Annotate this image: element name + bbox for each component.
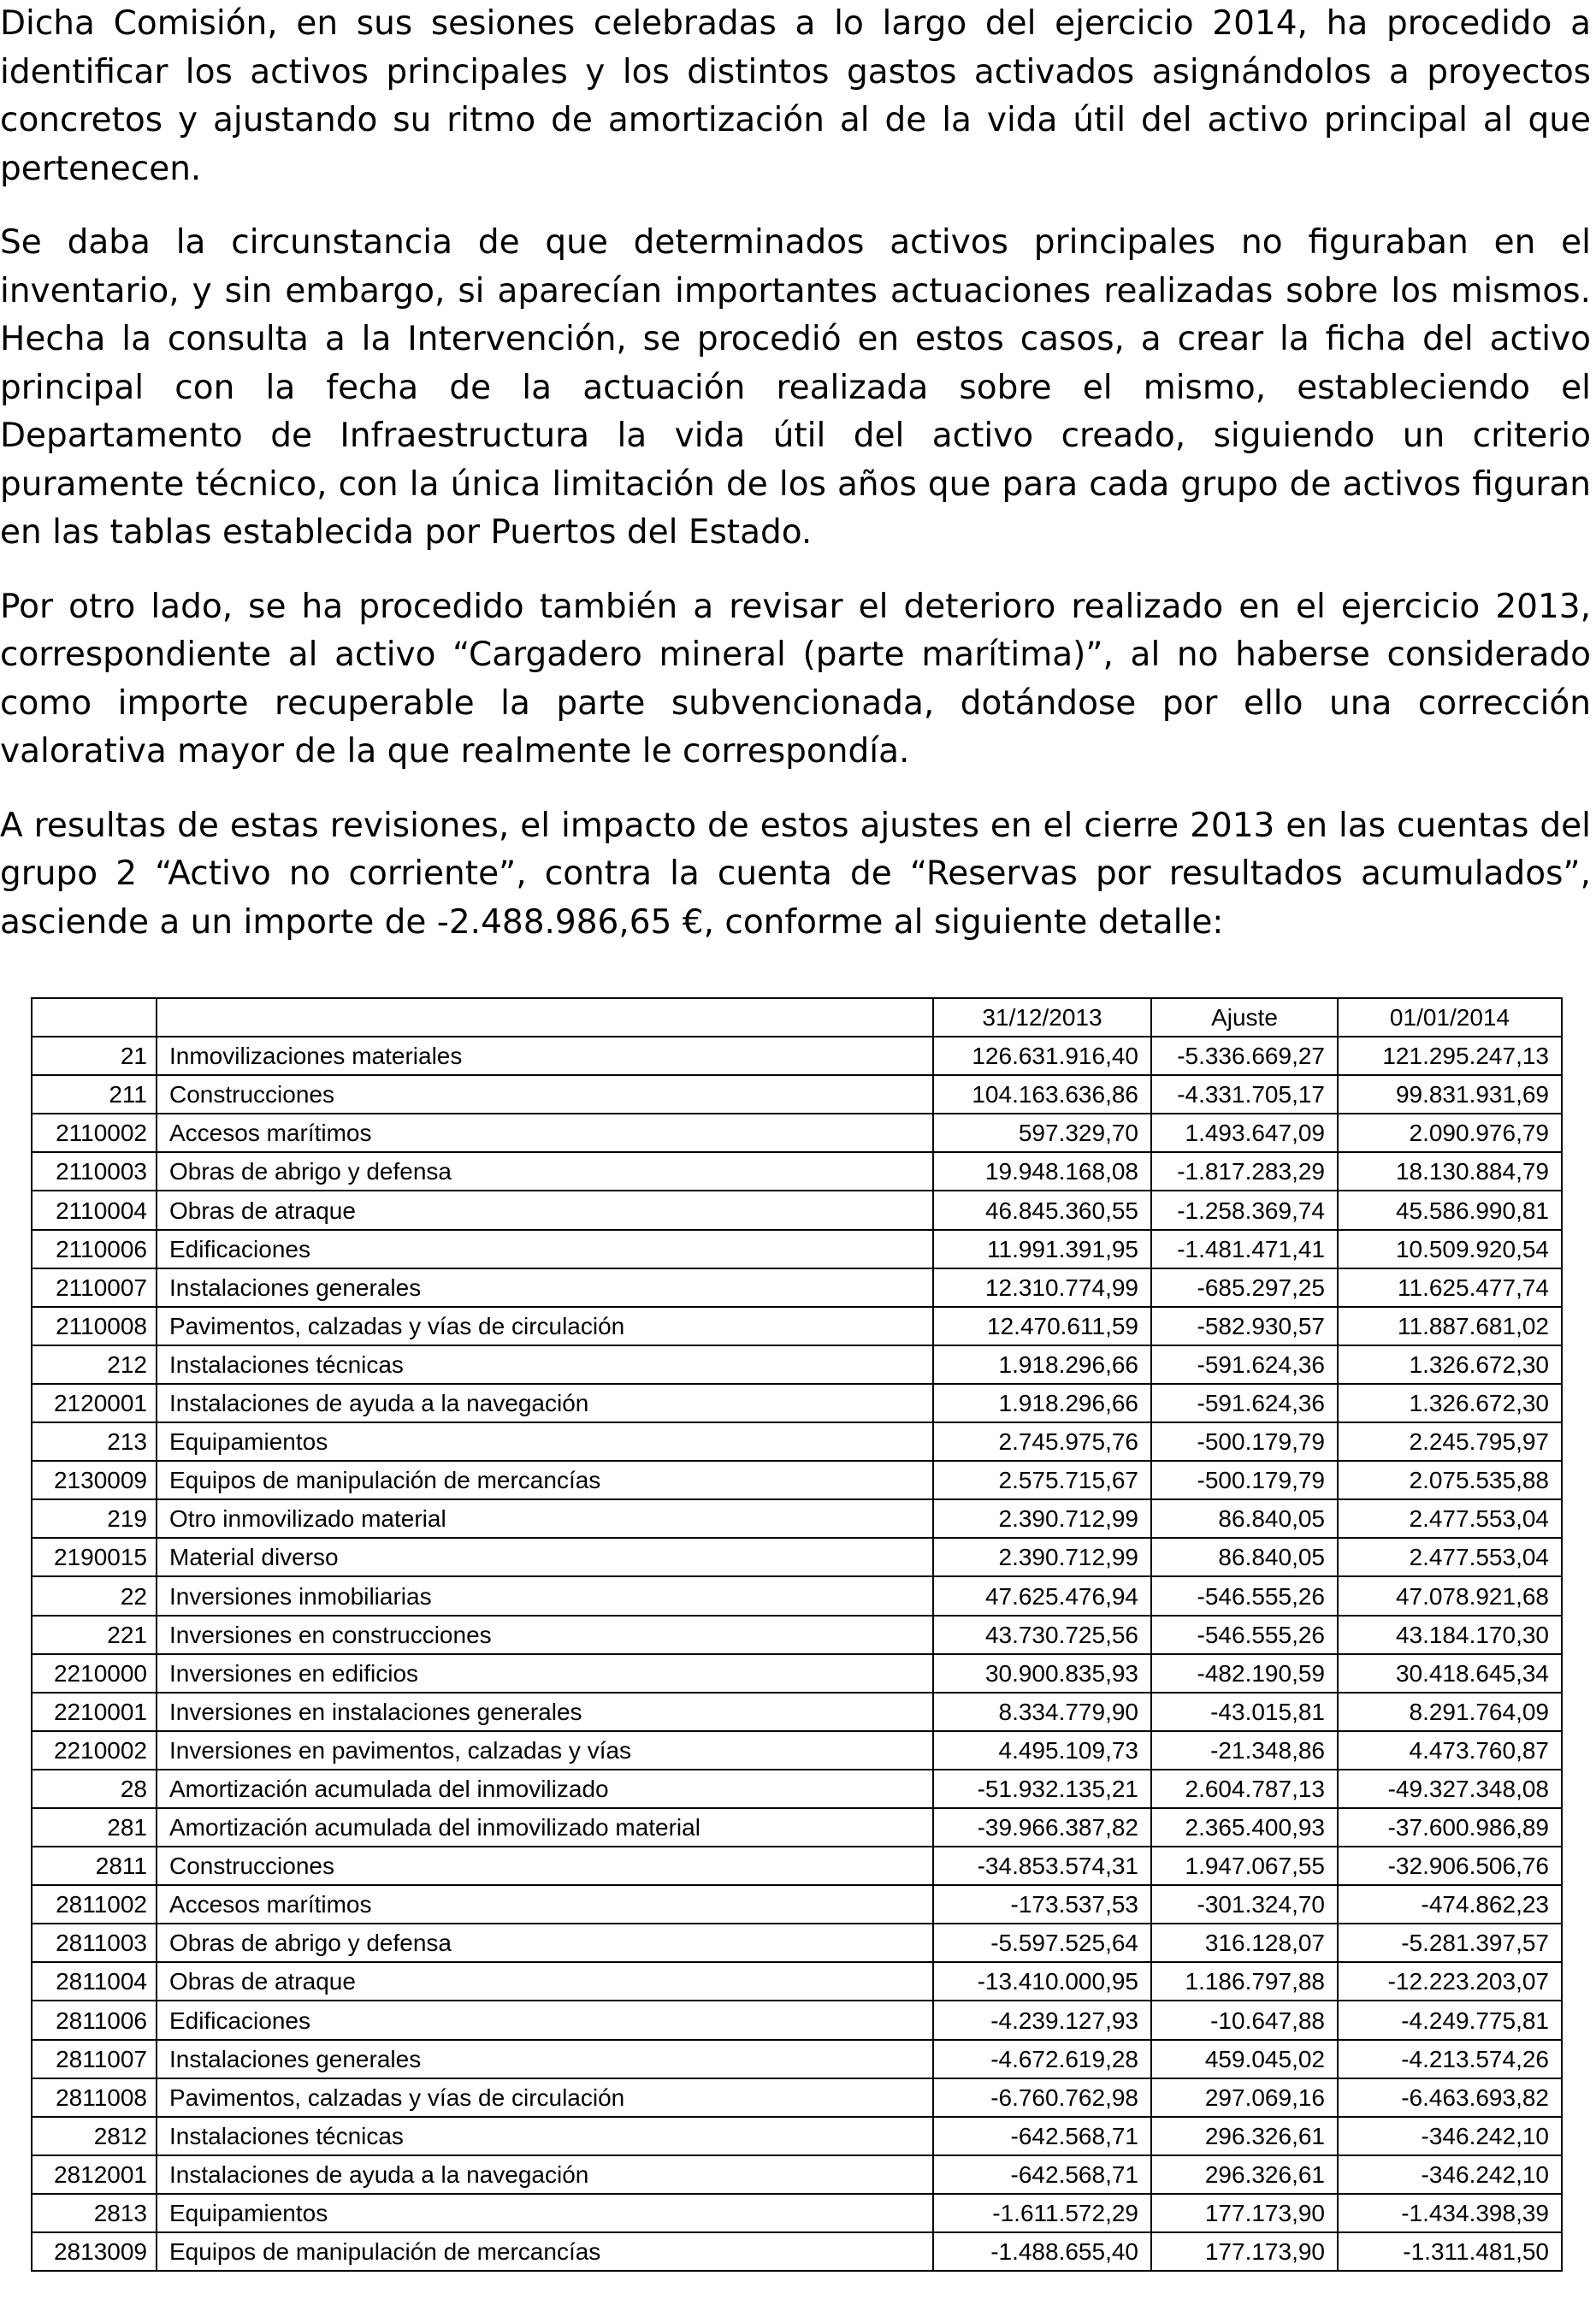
account-code-cell: 2210001 — [32, 1693, 157, 1731]
balance-2013-cell: 4.495.109,73 — [933, 1731, 1151, 1770]
adjustment-cell: 1.947.067,55 — [1151, 1847, 1338, 1885]
account-code-cell: 28 — [32, 1770, 157, 1808]
adjustments-table — [31, 997, 1563, 2272]
account-code-cell: 2813 — [32, 2194, 157, 2232]
account-code-cell: 213 — [32, 1422, 157, 1461]
balance-2013-cell: -4.672.619,28 — [933, 2040, 1151, 2078]
balance-2013-cell: -5.597.525,64 — [933, 1924, 1151, 1962]
account-name-cell: Equipamientos — [157, 1422, 933, 1461]
table-row — [32, 1152, 1562, 1191]
account-name-cell: Obras de abrigo y defensa — [157, 1152, 933, 1191]
table-row — [32, 2078, 1562, 2117]
account-code-cell: 2110003 — [32, 1152, 157, 1191]
balance-2014-cell: 11.625.477,74 — [1338, 1268, 1562, 1307]
balance-2013-cell: -13.410.000,95 — [933, 1962, 1151, 2001]
account-name-cell: Accesos marítimos — [157, 1885, 933, 1924]
table-row — [32, 1307, 1562, 1345]
account-name-cell: Obras de abrigo y defensa — [157, 1924, 933, 1962]
adjustment-cell: -546.555,26 — [1151, 1576, 1338, 1615]
balance-2013-cell: -173.537,53 — [933, 1885, 1151, 1924]
balance-2013-cell: 2.575.715,67 — [933, 1461, 1151, 1499]
adjustment-cell: 177.173,90 — [1151, 2232, 1338, 2271]
table-row — [32, 1731, 1562, 1770]
adjustment-cell: 1.186.797,88 — [1151, 1962, 1338, 2001]
adjustment-cell: 297.069,16 — [1151, 2078, 1338, 2117]
account-name-cell: Otro inmovilizado material — [157, 1499, 933, 1538]
account-name-cell: Construcciones — [157, 1847, 933, 1885]
balance-2013-cell: -39.966.387,82 — [933, 1808, 1151, 1847]
balance-2014-cell: 2.477.553,04 — [1338, 1499, 1562, 1538]
table-row — [32, 2232, 1562, 2271]
balance-2013-cell: 43.730.725,56 — [933, 1616, 1151, 1654]
balance-2013-cell: -642.568,71 — [933, 2155, 1151, 2194]
account-code-cell: 2110004 — [32, 1191, 157, 1229]
account-name-cell: Edificaciones — [157, 1230, 933, 1268]
balance-2014-cell: 2.245.795,97 — [1338, 1422, 1562, 1461]
balance-2014-cell: -1.434.398,39 — [1338, 2194, 1562, 2232]
account-name-cell: Inversiones en instalaciones generales — [157, 1693, 933, 1731]
adjustment-cell: 2.604.787,13 — [1151, 1770, 1338, 1808]
table-row — [32, 1461, 1562, 1499]
balance-2013-cell: -642.568,71 — [933, 2117, 1151, 2155]
adjustment-cell: -500.179,79 — [1151, 1461, 1338, 1499]
account-name-cell: Inversiones inmobiliarias — [157, 1576, 933, 1615]
balance-2014-cell: 99.831.931,69 — [1338, 1075, 1562, 1114]
balance-2013-cell: 2.745.975,76 — [933, 1422, 1151, 1461]
balance-2013-cell: -4.239.127,93 — [933, 2001, 1151, 2039]
account-code-cell: 2210000 — [32, 1654, 157, 1693]
adjustment-cell: -1.481.471,41 — [1151, 1230, 1338, 1268]
account-name-cell: Equipos de manipulación de mercancías — [157, 2232, 933, 2271]
balance-2014-cell: -346.242,10 — [1338, 2155, 1562, 2194]
table-row — [32, 1075, 1562, 1114]
table-row — [32, 2155, 1562, 2194]
adjustment-cell: -500.179,79 — [1151, 1422, 1338, 1461]
balance-2013-cell: 8.334.779,90 — [933, 1693, 1151, 1731]
balance-2014-cell: 18.130.884,79 — [1338, 1152, 1562, 1191]
balance-2014-cell: 1.326.672,30 — [1338, 1384, 1562, 1422]
balance-2014-cell: -6.463.693,82 — [1338, 2078, 1562, 2117]
table-header-row — [32, 998, 1562, 1037]
balance-2013-cell: 2.390.712,99 — [933, 1538, 1151, 1576]
account-name-cell: Equipamientos — [157, 2194, 933, 2232]
balance-2013-cell: 11.991.391,95 — [933, 1230, 1151, 1268]
table-row — [32, 1770, 1562, 1808]
table-row — [32, 1808, 1562, 1847]
adjustment-cell: -4.331.705,17 — [1151, 1075, 1338, 1114]
adjustment-cell: 2.365.400,93 — [1151, 1808, 1338, 1847]
balance-2014-cell: -346.242,10 — [1338, 2117, 1562, 2155]
table-row — [32, 2194, 1562, 2232]
adjustment-cell: -301.324,70 — [1151, 1885, 1338, 1924]
body-text — [0, 0, 1591, 972]
balance-2014-cell: -49.327.348,08 — [1338, 1770, 1562, 1808]
paragraph-3: Por otro lado, se ha procedido también a revisar el deterioro realizado en el ejercicio 2013, correspondiente al activo “Cargadero mineral (parte marítima)”, al no haberse considerado como importe recuperable la parte subvencionada, dotándose por ello una corrección valorativa mayor de la que realmente le correspondía. — [0, 587, 1591, 771]
table-row — [32, 2001, 1562, 2039]
account-name-cell: Instalaciones de ayuda a la navegación — [157, 2155, 933, 2194]
table-row — [32, 1384, 1562, 1422]
adjustment-cell: -482.190,59 — [1151, 1654, 1338, 1693]
table-row — [32, 2117, 1562, 2155]
account-code-cell: 2110002 — [32, 1114, 157, 1152]
account-name-cell: Instalaciones generales — [157, 2040, 933, 2078]
account-code-cell: 21 — [32, 1037, 157, 1075]
adjustment-cell: 459.045,02 — [1151, 2040, 1338, 2078]
balance-2014-cell: -4.213.574,26 — [1338, 2040, 1562, 2078]
balance-2014-cell: 2.075.535,88 — [1338, 1461, 1562, 1499]
account-code-cell: 2120001 — [32, 1384, 157, 1422]
table-row — [32, 1499, 1562, 1538]
account-code-cell: 2813009 — [32, 2232, 157, 2271]
account-code-cell: 281 — [32, 1808, 157, 1847]
account-code-cell: 211 — [32, 1075, 157, 1114]
table-row — [32, 1616, 1562, 1654]
adjustment-cell: 316.128,07 — [1151, 1924, 1338, 1962]
account-code-cell: 219 — [32, 1499, 157, 1538]
account-code-cell: 2811006 — [32, 2001, 157, 2039]
balance-2013-cell: 1.918.296,66 — [933, 1345, 1151, 1384]
balance-2013-cell: 2.390.712,99 — [933, 1499, 1151, 1538]
account-name-cell: Obras de atraque — [157, 1962, 933, 2001]
table-row — [32, 1654, 1562, 1693]
adjustment-cell: 177.173,90 — [1151, 2194, 1338, 2232]
account-name-cell: Obras de atraque — [157, 1191, 933, 1229]
adjustment-cell: -21.348,86 — [1151, 1731, 1338, 1770]
account-code-cell: 2811002 — [32, 1885, 157, 1924]
adjustment-cell: -582.930,57 — [1151, 1307, 1338, 1345]
paragraph-1: Dicha Comisión, en sus sesiones celebradas a lo largo del ejercicio 2014, ha procedido a identificar los activos principales y los distintos gastos activados asignándolos a proyectos concretos y ajustando su ritmo de amortización al de la vida útil del activo principal al que pertenecen. — [0, 4, 1591, 188]
adjustment-cell: -1.817.283,29 — [1151, 1152, 1338, 1191]
adjustment-cell: -5.336.669,27 — [1151, 1037, 1338, 1075]
account-name-cell: Inversiones en construcciones — [157, 1616, 933, 1654]
adjustment-cell: 1.493.647,09 — [1151, 1114, 1338, 1152]
balance-2014-cell: 2.477.553,04 — [1338, 1538, 1562, 1576]
adjustment-cell: -591.624,36 — [1151, 1384, 1338, 1422]
balance-2014-cell: -474.862,23 — [1338, 1885, 1562, 1924]
account-code-cell: 2812001 — [32, 2155, 157, 2194]
account-code-cell: 2110006 — [32, 1230, 157, 1268]
balance-2014-cell: -12.223.203,07 — [1338, 1962, 1562, 2001]
balance-2013-cell: 126.631.916,40 — [933, 1037, 1151, 1075]
balance-2013-cell: 12.470.611,59 — [933, 1307, 1151, 1345]
account-name-cell: Instalaciones de ayuda a la navegación — [157, 1384, 933, 1422]
account-code-cell: 2811 — [32, 1847, 157, 1885]
balance-2014-cell: 43.184.170,30 — [1338, 1616, 1562, 1654]
balance-2013-cell: -6.760.762,98 — [933, 2078, 1151, 2117]
header-account-name — [157, 998, 933, 1037]
account-code-cell: 2812 — [32, 2117, 157, 2155]
table-row — [32, 1422, 1562, 1461]
account-name-cell: Inmovilizaciones materiales — [157, 1037, 933, 1075]
adjustment-cell: -1.258.369,74 — [1151, 1191, 1338, 1229]
account-code-cell: 2110008 — [32, 1307, 157, 1345]
balance-2014-cell: 11.887.681,02 — [1338, 1307, 1562, 1345]
account-code-cell: 2110007 — [32, 1268, 157, 1307]
balance-2014-cell: 47.078.921,68 — [1338, 1576, 1562, 1615]
table-row — [32, 1693, 1562, 1731]
account-name-cell: Construcciones — [157, 1075, 933, 1114]
header-balance-2014: 01/01/2014 — [1338, 998, 1562, 1037]
account-name-cell: Instalaciones técnicas — [157, 2117, 933, 2155]
account-name-cell: Edificaciones — [157, 2001, 933, 2039]
account-name-cell: Instalaciones generales — [157, 1268, 933, 1307]
balance-2014-cell: -4.249.775,81 — [1338, 2001, 1562, 2039]
balance-2014-cell: -1.311.481,50 — [1338, 2232, 1562, 2271]
balance-2013-cell: 104.163.636,86 — [933, 1075, 1151, 1114]
account-code-cell: 2210002 — [32, 1731, 157, 1770]
account-code-cell: 2811004 — [32, 1962, 157, 2001]
table-row — [32, 1268, 1562, 1307]
balance-2014-cell: 121.295.247,13 — [1338, 1037, 1562, 1075]
balance-2014-cell: 1.326.672,30 — [1338, 1345, 1562, 1384]
account-code-cell: 2190015 — [32, 1538, 157, 1576]
account-name-cell: Amortización acumulada del inmovilizado — [157, 1770, 933, 1808]
table-row — [32, 1037, 1562, 1075]
table-body — [32, 1037, 1562, 2271]
adjustment-cell: -546.555,26 — [1151, 1616, 1338, 1654]
balance-2013-cell: -1.611.572,29 — [933, 2194, 1151, 2232]
table-row — [32, 1345, 1562, 1384]
account-name-cell: Inversiones en pavimentos, calzadas y vías — [157, 1731, 933, 1770]
table-row — [32, 1230, 1562, 1268]
account-name-cell: Instalaciones técnicas — [157, 1345, 933, 1384]
header-balance-2013: 31/12/2013 — [933, 998, 1151, 1037]
balance-2014-cell: 8.291.764,09 — [1338, 1693, 1562, 1731]
balance-2014-cell: -5.281.397,57 — [1338, 1924, 1562, 1962]
balance-2013-cell: 597.329,70 — [933, 1114, 1151, 1152]
paragraph-2: Se daba la circunstancia de que determinados activos principales no figuraban en el inventario, y sin embargo, si aparecían importantes actuaciones realizadas sobre los mismos. Hecha la consulta a la Intervención, se procedió en estos casos, a crear la ficha del activo principal con la fecha de la actuación realizada sobre el mismo, estableciendo el Departamento de Infraestructura la vida útil del activo creado, siguiendo un criterio puramente técnico, con la única limitación de los años que para cada grupo de activos figuran en las tablas establecida por Puertos del Estado. — [0, 223, 1591, 552]
table-row — [32, 1538, 1562, 1576]
table-row — [32, 2040, 1562, 2078]
balance-2014-cell: 45.586.990,81 — [1338, 1191, 1562, 1229]
balance-2014-cell: -32.906.506,76 — [1338, 1847, 1562, 1885]
adjustment-cell: 296.326,61 — [1151, 2117, 1338, 2155]
account-code-cell: 2811007 — [32, 2040, 157, 2078]
account-code-cell: 2811003 — [32, 1924, 157, 1962]
balance-2014-cell: -37.600.986,89 — [1338, 1808, 1562, 1847]
balance-2014-cell: 10.509.920,54 — [1338, 1230, 1562, 1268]
account-name-cell: Amortización acumulada del inmovilizado material — [157, 1808, 933, 1847]
balance-2013-cell: -1.488.655,40 — [933, 2232, 1151, 2271]
table-row — [32, 1191, 1562, 1229]
adjustment-cell: -685.297,25 — [1151, 1268, 1338, 1307]
account-name-cell: Accesos marítimos — [157, 1114, 933, 1152]
balance-2013-cell: 1.918.296,66 — [933, 1384, 1151, 1422]
balance-2013-cell: 30.900.835,93 — [933, 1654, 1151, 1693]
adjustment-cell: -43.015,81 — [1151, 1693, 1338, 1731]
account-name-cell: Pavimentos, calzadas y vías de circulación — [157, 2078, 933, 2117]
table-row — [32, 1114, 1562, 1152]
adjustment-cell: 86.840,05 — [1151, 1499, 1338, 1538]
paragraph-4: A resultas de estas revisiones, el impacto de estos ajustes en el cierre 2013 en las cuentas del grupo 2 “Activo no corriente”, contra la cuenta de “Reservas por resultados acumulados”, asciende a un importe de -2.488.986,65 €, conforme al siguiente detalle: — [0, 806, 1591, 942]
account-code-cell: 2811008 — [32, 2078, 157, 2117]
account-code-cell: 212 — [32, 1345, 157, 1384]
account-code-cell: 2130009 — [32, 1461, 157, 1499]
account-name-cell: Equipos de manipulación de mercancías — [157, 1461, 933, 1499]
adjustment-cell: -10.647,88 — [1151, 2001, 1338, 2039]
balance-2013-cell: 12.310.774,99 — [933, 1268, 1151, 1307]
balance-2013-cell: -34.853.574,31 — [933, 1847, 1151, 1885]
adjustment-cell: 296.326,61 — [1151, 2155, 1338, 2194]
account-code-cell: 221 — [32, 1616, 157, 1654]
balance-2014-cell: 30.418.645,34 — [1338, 1654, 1562, 1693]
account-name-cell: Inversiones en edificios — [157, 1654, 933, 1693]
account-code-cell: 22 — [32, 1576, 157, 1615]
table-row — [32, 1924, 1562, 1962]
table-row — [32, 1576, 1562, 1615]
header-adjustment: Ajuste — [1151, 998, 1338, 1037]
balance-2014-cell: 2.090.976,79 — [1338, 1114, 1562, 1152]
account-name-cell: Material diverso — [157, 1538, 933, 1576]
balance-2013-cell: 46.845.360,55 — [933, 1191, 1151, 1229]
table-row — [32, 1885, 1562, 1924]
adjustment-cell: -591.624,36 — [1151, 1345, 1338, 1384]
table-row — [32, 1847, 1562, 1885]
table-row — [32, 1962, 1562, 2001]
balance-2013-cell: 19.948.168,08 — [933, 1152, 1151, 1191]
balance-2014-cell: 4.473.760,87 — [1338, 1731, 1562, 1770]
adjustment-cell: 86.840,05 — [1151, 1538, 1338, 1576]
header-account-code — [32, 998, 157, 1037]
adjustments-table-container — [31, 997, 1561, 2272]
balance-2013-cell: 47.625.476,94 — [933, 1576, 1151, 1615]
account-name-cell: Pavimentos, calzadas y vías de circulación — [157, 1307, 933, 1345]
balance-2013-cell: -51.932.135,21 — [933, 1770, 1151, 1808]
